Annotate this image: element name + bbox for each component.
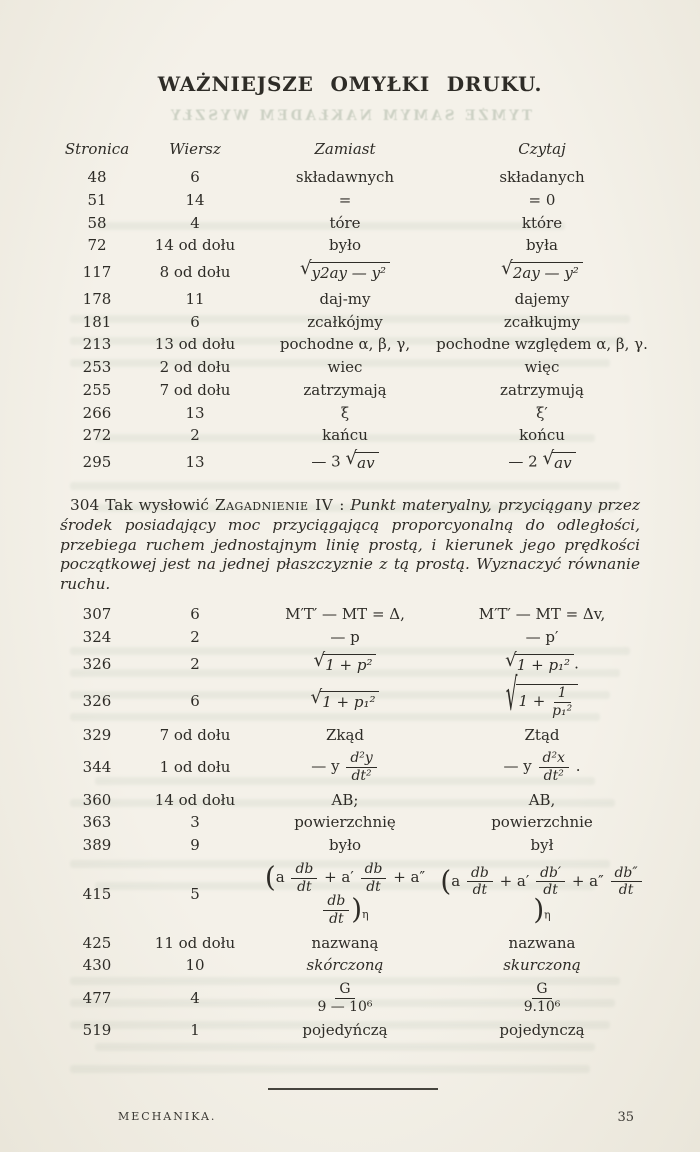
note-problem-name: Zagadnienie IV (214, 495, 334, 514)
stronica-cell: 389 (82, 836, 112, 855)
note-body: Punkt materyalny, przyciągany przez środek posiadający moc przyciągającą proporcyonalną do odległości, przebiega ruchem jednostajnym linię prostą, i kierunek jego prędkości początkowej jest na jednej płaszczyznie z tą prostą. Wyznaczyć równanie ruchu. (60, 495, 640, 594)
scanned-page (0, 72, 700, 1125)
errata-table-top (0, 166, 700, 478)
wiersz-cell: 13 (185, 453, 205, 471)
math-token: + a′ (319, 868, 359, 887)
czytaj-cell: pojedynczą (499, 1021, 585, 1040)
stronica-cell: 307 (82, 605, 112, 624)
wiersz-cell: 1 od dołu (159, 758, 231, 777)
stronica-cell: 272 (82, 426, 112, 445)
czytaj-cell: zcałkujmy (503, 312, 581, 331)
czytaj-cell: składanych (499, 168, 585, 186)
math-token: — y (503, 757, 537, 776)
zamiast-cell (254, 956, 436, 975)
errata-row (0, 234, 700, 257)
czytaj-cell: więc (524, 358, 560, 376)
stronica-cell: 253 (82, 358, 112, 376)
math-token: ) (533, 892, 545, 926)
czytaj-cell: był (530, 836, 554, 855)
stronica-cell: 295 (82, 453, 112, 471)
wiersz-cell: 6 (190, 168, 200, 186)
stronica-cell: 425 (82, 933, 112, 952)
czytaj-cell: zatrzymują (500, 380, 584, 399)
note-304 (60, 496, 640, 595)
math-token: — 2 (508, 452, 543, 471)
math-token: . (574, 654, 579, 672)
wiersz-cell: 13 od dołu (154, 335, 236, 354)
czytaj-cell: ξ′ (536, 403, 548, 422)
zamiast-cell: pojedyńczą (302, 1021, 388, 1040)
zamiast-cell: M′T′ — MT = Δ, (285, 605, 405, 624)
errata-row (0, 746, 700, 788)
stronica-cell: 329 (82, 725, 112, 744)
errata-row (0, 288, 700, 311)
czytaj-cell: AB, (528, 790, 556, 809)
zamiast-cell: pochodne α, β, γ, (279, 335, 411, 354)
zamiast-cell: kańcu (322, 426, 368, 445)
stronica-cell: 213 (82, 335, 112, 354)
errata-row (0, 424, 700, 447)
stronica-cell: 326 (82, 654, 112, 673)
errata-row (0, 189, 700, 212)
wiersz-cell: 7 od dołu (159, 380, 231, 399)
math-token: + a′ (494, 871, 535, 890)
zamiast-cell (254, 448, 436, 473)
fraction: $\frac{db''}{dt}$ (611, 866, 642, 898)
errata-row (0, 857, 700, 932)
czytaj-cell: które (521, 213, 563, 232)
czytaj-cell (436, 448, 648, 473)
math-token: 1 + (518, 692, 551, 711)
czytaj-cell: dajemy (514, 289, 570, 308)
errata-row (0, 166, 700, 189)
bleedthrough-smudge (70, 1065, 590, 1073)
stronica-cell: 363 (82, 813, 112, 832)
wiersz-cell: 2 (190, 654, 200, 673)
zamiast-cell: zatrzymają (303, 380, 387, 399)
math-token: ( (440, 864, 452, 898)
czytaj-cell: nazwana (508, 933, 576, 952)
stronica-cell: 58 (87, 213, 107, 232)
wiersz-cell: 13 (185, 403, 205, 422)
fraction: $\frac{\text{d²y}}{\text{dt²}}$ (346, 751, 376, 783)
fraction: $\frac{db}{dt}$ (291, 862, 317, 894)
stronica-cell: 326 (82, 692, 112, 711)
wiersz-cell: 2 (190, 627, 200, 646)
wiersz-cell: 3 (190, 813, 200, 832)
errata-row (0, 954, 700, 977)
stronica-cell: 178 (82, 289, 112, 308)
fraction: $\frac{1}{\text{p₁²}}$ (552, 685, 573, 720)
zamiast-cell: daj-my (319, 289, 371, 308)
wiersz-cell: 10 (185, 956, 205, 975)
math-token: — y (311, 757, 345, 776)
errata-table-header (0, 140, 700, 158)
czytaj-cell: Ztąd (524, 725, 560, 744)
bleedthrough-mirrored-title: TYMŻE SAMYM NAKŁADEM WYSZŁY (168, 108, 532, 124)
wiersz-cell: 4 (190, 213, 200, 232)
stronica-cell: 181 (82, 312, 112, 331)
math-token: a (275, 868, 290, 887)
page-footer (0, 1110, 700, 1130)
sqrt-expression: √ 1 + p₁² (505, 654, 574, 675)
czytaj-cell (436, 751, 648, 783)
fraction: $\frac{db}{dt}$ (361, 862, 387, 894)
zamiast-cell (254, 649, 436, 675)
column-header-czytaj: Czytaj (518, 140, 566, 158)
errata-row (0, 977, 700, 1019)
wiersz-cell: 5 (190, 884, 200, 903)
wiersz-cell: 1 (190, 1021, 200, 1040)
stronica-cell: 72 (87, 236, 107, 255)
czytaj-cell (436, 982, 648, 1014)
fraction: $\frac{G}{\text{9.10⁶}}$ (523, 981, 561, 1015)
sqrt-expression: √ av (346, 452, 379, 473)
fraction: $\frac{db}{dt}$ (323, 894, 349, 926)
sqrt-expression: √ 1 + p₁² (311, 691, 380, 712)
errata-row (0, 1019, 700, 1042)
errata-row (0, 333, 700, 356)
wiersz-cell: 7 od dołu (159, 725, 231, 744)
fraction: $\frac{G}{\text{9 — 10⁶}}$ (317, 981, 373, 1015)
zamiast-cell: wiec (327, 358, 363, 376)
column-header-wiersz: Wiersz (169, 140, 221, 158)
zamiast-cell: Zkąd (325, 725, 365, 744)
errata-row (0, 789, 700, 812)
zamiast-cell: powierzchnię (294, 813, 396, 832)
stronica-cell: 117 (82, 263, 112, 281)
fraction: $\frac{\text{d²x}}{\text{dt²}}$ (539, 751, 569, 783)
czytaj-cell (436, 258, 648, 283)
math-token: . (570, 757, 581, 776)
errata-row (0, 212, 700, 235)
wiersz-cell: 6 (190, 605, 200, 624)
fraction: $\frac{db}{dt}$ (467, 866, 493, 898)
wiersz-cell: 8 od dołu (159, 263, 231, 281)
errata-row (0, 811, 700, 834)
page-title: WAŻNIEJSZE OMYŁKI DRUKU. (157, 72, 543, 96)
math-token: ( (264, 860, 276, 894)
wiersz-cell: 14 od dołu (154, 790, 236, 809)
errata-row (0, 447, 700, 478)
stronica-cell: 360 (82, 790, 112, 809)
math-token: η (362, 908, 369, 922)
math-token: ) (351, 892, 363, 926)
wiersz-cell: 9 (190, 836, 200, 855)
zamiast-cell: składawnych (295, 168, 395, 186)
wiersz-cell: 11 od dołu (154, 933, 236, 952)
math-token: η (544, 908, 551, 922)
czytaj-cell (436, 956, 648, 975)
czytaj-cell: powierzchnie (491, 813, 593, 832)
czytaj-cell (436, 671, 648, 723)
math-token: + a″ (567, 871, 609, 890)
errata-row (0, 932, 700, 955)
wiersz-cell: 4 (190, 988, 200, 1007)
errata-row (0, 257, 700, 288)
zamiast-cell: nazwaną (311, 933, 379, 952)
column-header-stronica: Stronica (64, 140, 130, 158)
wiersz-cell: 14 (185, 190, 205, 209)
wiersz-cell: 11 (185, 289, 205, 308)
math-token: skórczoną (306, 956, 384, 975)
stronica-cell: 51 (87, 190, 107, 209)
stronica-cell: 266 (82, 403, 112, 422)
errata-row (0, 649, 700, 680)
wiersz-cell: 6 (190, 312, 200, 331)
sqrt-expression: √ 1 + $\frac{1}{\text{p₁²}}$ (506, 684, 578, 718)
page-number: 35 (617, 1110, 634, 1125)
column-header-zamiast: Zamiast (314, 140, 376, 158)
zamiast-cell: = (338, 190, 352, 209)
zamiast-cell (254, 687, 436, 712)
zamiast-cell (254, 862, 436, 927)
errata-row (0, 402, 700, 425)
errata-table-bottom (0, 603, 700, 1042)
fraction: $\frac{db'}{dt}$ (536, 866, 565, 898)
czytaj-cell: — p′ (525, 627, 559, 646)
wiersz-cell: 6 (190, 692, 200, 711)
czytaj-cell: M′T′ — MT = Δv, (478, 605, 606, 624)
end-rule (268, 1088, 438, 1090)
sqrt-expression: √ 1 + p² (314, 654, 377, 675)
math-token: — 3 (311, 452, 346, 471)
errata-row (0, 724, 700, 747)
stronica-cell: 430 (82, 956, 112, 975)
stronica-cell: 48 (87, 168, 107, 186)
czytaj-cell: była (526, 236, 558, 255)
errata-row (0, 356, 700, 379)
zamiast-cell: tóre (329, 213, 361, 232)
zamiast-cell: AB; (331, 790, 359, 809)
czytaj-cell: pochodne względem α, β, γ. (436, 335, 648, 354)
errata-row (0, 603, 700, 626)
stronica-cell: 344 (82, 758, 112, 777)
zamiast-cell: — p (330, 627, 360, 646)
errata-row (0, 671, 700, 723)
sqrt-expression: √ 2ay — y² (501, 262, 583, 283)
math-token: a (451, 871, 465, 890)
zamiast-cell (254, 258, 436, 283)
errata-row (0, 834, 700, 857)
zamiast-cell (254, 751, 436, 783)
bleedthrough-smudge (95, 1043, 595, 1051)
signature-mark: MECHANIKA. (118, 1110, 217, 1123)
stronica-cell: 415 (82, 884, 112, 903)
stronica-cell: 255 (82, 380, 112, 399)
zamiast-cell (254, 982, 436, 1014)
math-token: skurczoną (503, 956, 581, 975)
errata-row (0, 626, 700, 649)
sqrt-expression: √ y2ay — y² (300, 262, 390, 283)
sqrt-expression: √ av (543, 452, 576, 473)
stronica-cell: 477 (82, 988, 112, 1007)
note-lead: 304 Tak wysłowić (70, 495, 209, 514)
zamiast-cell: ξ (340, 403, 350, 422)
errata-row (0, 311, 700, 334)
czytaj-cell (436, 649, 648, 675)
note-colon: : (333, 495, 351, 514)
zamiast-cell: było (329, 236, 361, 255)
stronica-cell: 324 (82, 627, 112, 646)
czytaj-cell: = 0 (528, 190, 556, 209)
zamiast-cell: zcałkójmy (307, 312, 383, 331)
wiersz-cell: 14 od dołu (154, 236, 236, 255)
errata-row (0, 379, 700, 402)
zamiast-cell: było (329, 836, 361, 855)
czytaj-cell: końcu (519, 426, 565, 445)
math-token: + a″ (388, 868, 426, 887)
wiersz-cell: 2 od dołu (159, 358, 231, 376)
stronica-cell: 519 (82, 1021, 112, 1040)
czytaj-cell (436, 864, 648, 926)
wiersz-cell: 2 (190, 426, 200, 445)
